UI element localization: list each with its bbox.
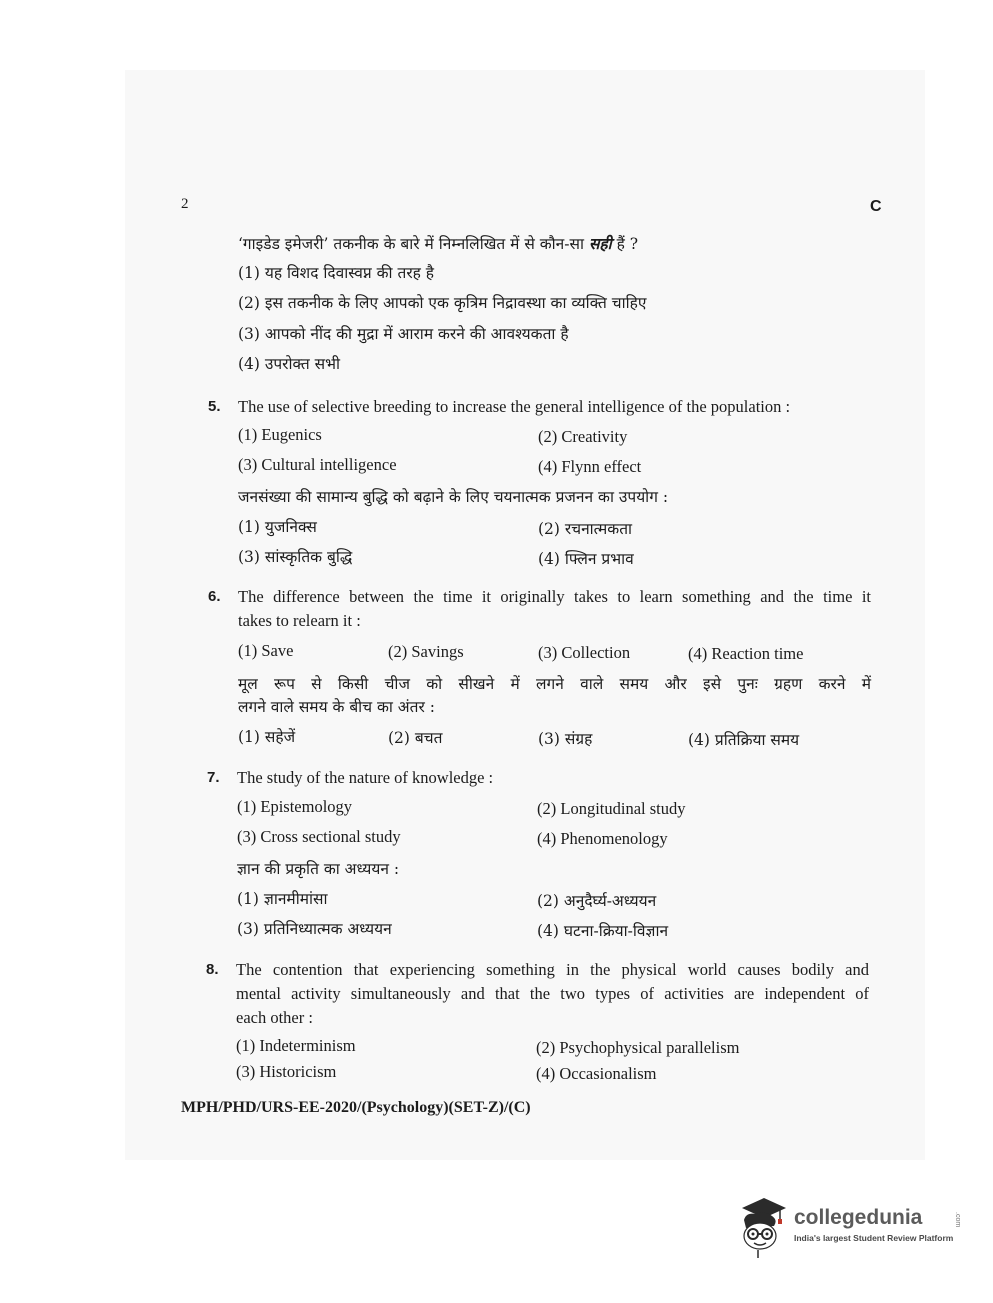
q6-option-en-4: (4) Reaction time: [688, 644, 804, 663]
q5-option-hi-1: (1) युजनिक्स: [238, 518, 317, 536]
q5-option-en-3: (3) Cultural intelligence: [238, 455, 397, 474]
q7-option-hi-3: (3) प्रतिनिध्यात्मक अध्ययन: [237, 920, 392, 938]
paper-code-footer: MPH/PHD/URS-EE-2020/(Psychology)(SET-Z)/(C): [181, 1099, 531, 1116]
q4-option-1: (1) यह विशद दिवास्वप्न की तरह है: [238, 264, 435, 282]
q6-option-hi-4: (4) प्रतिक्रिया समय: [688, 731, 800, 749]
q6-stem-english-line-2: takes to relearn it :: [238, 611, 361, 630]
logo-tagline: India's largest Student Review Platform: [794, 1233, 954, 1243]
q6-option-hi-2: (2) बचत: [388, 729, 443, 747]
q7-option-hi-4: (4) घटना-क्रिया-विज्ञान: [537, 922, 669, 940]
q5-option-en-4: (4) Flynn effect: [538, 457, 642, 476]
logo-suffix: .com: [954, 1212, 961, 1228]
q5-option-en-1: (1) Eugenics: [238, 425, 322, 444]
mascot-icon: [734, 1192, 792, 1262]
logo-wordmark: collegedunia: [794, 1206, 923, 1229]
q7-option-hi-2: (2) अनुदैर्घ्य-अध्ययन: [537, 892, 657, 910]
q5-stem-english: The use of selective breeding to increase the general intelligence of the population :: [238, 397, 791, 416]
q7-stem-english: The study of the nature of knowledge :: [237, 768, 494, 787]
q8-stem-english-line-1: The contention that experiencing something in the physical world causes bodily and: [236, 960, 869, 979]
q8-option-en-3: (3) Historicism: [236, 1062, 337, 1081]
q4-option-4: (4) उपरोक्त सभी: [238, 355, 340, 373]
q6-option-hi-1: (1) सहेजें: [238, 728, 296, 746]
set-code: C: [870, 198, 882, 215]
q7-option-hi-1: (1) ज्ञानमीमांसा: [237, 890, 328, 908]
q4-option-2: (2) इस तकनीक के लिए आपको एक कृत्रिम निद्रावस्था का व्यक्ति चाहिए: [238, 294, 647, 312]
q6-option-en-3: (3) Collection: [538, 643, 631, 662]
q8-number: 8.: [206, 961, 219, 978]
q7-number: 7.: [207, 769, 220, 786]
q6-option-hi-3: (3) संग्रह: [538, 730, 593, 748]
q6-option-en-2: (2) Savings: [388, 642, 464, 661]
q7-option-en-4: (4) Phenomenology: [537, 829, 668, 848]
q8-stem-english-line-2: mental activity simultaneously and that the two types of activities are independent of: [236, 984, 869, 1003]
q8-option-en-2: (2) Psychophysical parallelism: [536, 1038, 740, 1057]
q7-option-en-2: (2) Longitudinal study: [537, 799, 686, 818]
q4-stem-end: हैं ?: [611, 235, 639, 253]
q6-stem-hindi-line-1: मूल रूप से किसी चीज को सीखने में लगने वाले समय और इसे पुनः ग्रहण करने में: [238, 675, 871, 693]
q6-option-en-1: (1) Save: [238, 641, 294, 660]
q7-option-en-1: (1) Epistemology: [237, 797, 353, 816]
q5-option-hi-4: (4) फ्लिन प्रभाव: [538, 550, 634, 568]
q4-stem-hindi: [238, 232, 638, 254]
q8-option-en-1: (1) Indeterminism: [236, 1036, 356, 1055]
page-number: 2: [181, 196, 189, 212]
q5-option-en-2: (2) Creativity: [538, 427, 628, 446]
q5-number: 5.: [208, 398, 221, 415]
q4-stem-text: ‘गाइडेड इमेजरी’ तकनीक के बारे में निम्नलिखित में से कौन-सा: [238, 235, 589, 253]
q7-stem-hindi: ज्ञान की प्रकृति का अध्ययन :: [237, 860, 400, 878]
q6-stem-hindi-line-2: लगने वाले समय के बीच का अंतर :: [238, 698, 435, 716]
q6-stem-english-line-1: The difference between the time it originally takes to learn something and the time it: [238, 587, 871, 606]
q5-stem-hindi: जनसंख्या की सामान्य बुद्धि को बढ़ाने के लिए चयनात्मक प्रजनन का उपयोग :: [238, 488, 669, 506]
q6-number: 6.: [208, 588, 221, 605]
q4-stem-emphasis: सही: [588, 234, 612, 253]
collegedunia-logo[interactable]: [734, 1192, 964, 1262]
q5-option-hi-3: (3) सांस्कृतिक बुद्धि: [238, 548, 353, 566]
q8-option-en-4: (4) Occasionalism: [536, 1064, 657, 1083]
q4-option-3: (3) आपको नींद की मुद्रा में आराम करने की आवश्यकता है: [238, 325, 569, 343]
q5-option-hi-2: (2) रचनात्मकता: [538, 520, 633, 538]
q7-option-en-3: (3) Cross sectional study: [237, 827, 401, 846]
q8-stem-english-line-3: each other :: [236, 1008, 313, 1027]
